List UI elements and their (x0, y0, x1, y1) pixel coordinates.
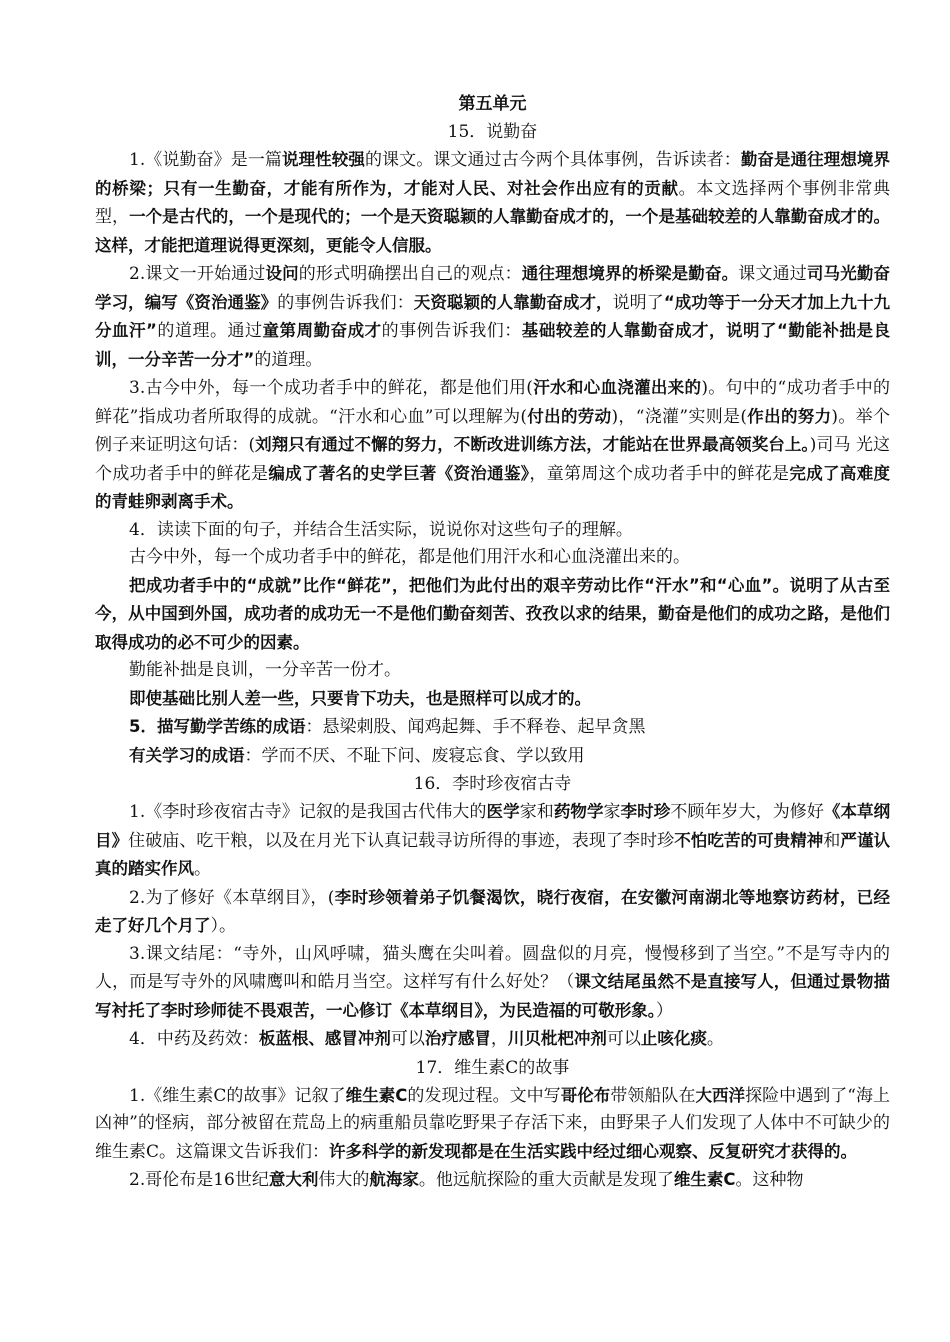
lesson-16-title: 16．李时珍夜宿古寺 (413, 774, 572, 794)
lesson-15-paragraph-2: 2.课文一开始通过设问的形式明确摆出自己的观点：通往理想境界的桥梁是勤奋。课文通过司马光勤奋学习，编写《资治通鉴》的事例告诉我们：天资聪颖的人靠勤奋成才，说明了“成功等于一分天才加上九十九分血汗”的道理。通过童第周勤奋成才的事例告诉我们：基础较差的人靠勤奋成才，说明了“勤能补拙是良训，一分辛苦一分才”的道理。 (95, 264, 891, 370)
lesson-16-paragraph-2: 2.为了修好《本草纲目》，(李时珍领着弟子饥餐渴饮，晓行夜宿，在安徽河南湖北等地察访药材，已经走了好几个月了）。 (95, 887, 890, 936)
lesson-15-answer-1: 把成功者手中的“成就”比作“鲜花”，把他们为此付出的艰辛劳动比作“汗水”和“心血”。说明了从古至今，从中国到外国，成功者的成功无一不是他们勤奋刻苦、孜孜以求的结果，勤奋是他们的成功之路，是他们取得成功的必不可少的因素。 (95, 575, 890, 652)
lesson-15-paragraph-1: 1.《说勤奋》是一篇说理性较强的课文。课文通过古今两个具体事例，告诉读者：勤奋是通往理想境界的桥梁；只有一生勤奋，才能有所作为，才能对人民、对社会作出应有的贡献。本文选择两个事例非常典型，一个是古代的，一个是现代的；一个是天资聪颖的人靠勤奋成才的，一个是基础较差的人靠勤奋成才的。这样，才能把道理说得更深刻，更能令人信服。 (95, 150, 891, 255)
lesson-16-paragraph-3: 3.课文结尾：“寺外，山风呼啸，猫头鹰在尖叫着。圆盘似的月亮，慢慢移到了当空。”不是写寺内的人，而是写寺外的风啸鹰叫和皓月当空。这样写有什么好处？（课文结尾虽然不是直接写人，但通过景物描写衬托了李时珍师徒不畏艰苦，一心修订《本草纲目》，为民造福的可敬形象。） (95, 943, 891, 1021)
unit-title: 第五单元 (458, 94, 527, 114)
lesson-15-paragraph-3: 3.古今中外，每一个成功者手中的鲜花，都是他们用(汗水和心血浇灌出来的)。句中的“成功者手中的鲜花”指成功者所取得的成就。“汗水和心血”可以理解为(付出的劳动)，“浇灌”实则是(作出的努力)。举个例子来证明这句话：(刘翔只有通过不懈的努力，不断改进训练方法，才能站在世界最高领奖台上。)司马 光这个成功者手中的鲜花是编成了著名的史学巨著《资治通鉴》，童第周这个成功者手中的鲜花是完成了高难度的青蛙卵剥离手术。 (95, 378, 891, 511)
lesson-15-quote-1: 古今中外，每一个成功者手中的鲜花，都是他们用汗水和心血浇灌出来的。 (129, 547, 690, 567)
lesson-16-paragraph-1: 1.《李时珍夜宿古寺》记叙的是我国古代伟大的医学家和药物学家李时珍不顾年岁大，为修好《本草纲目》住破庙、吃干粮，以及在月光下认真记载寻访所得的事迹，表现了李时珍不怕吃苦的可贵精神和严谨认真的踏实作风。 (95, 802, 891, 879)
lesson-17-paragraph-2: 2.哥伦布是16世纪意大利伟大的航海家。他远航探险的重大贡献是发现了维生素C。这种物 (129, 1170, 804, 1190)
lesson-15-quote-2: 勤能补拙是良训，一分辛苦一份才。 (129, 660, 401, 680)
lesson-15-answer-2: 即使基础比别人差一些，只要肯下功夫，也是照样可以成才的。 (129, 688, 591, 708)
lesson-15-paragraph-6: 有关学习的成语：学而不厌、不耻下问、废寝忘食、学以致用 (129, 745, 585, 766)
lesson-16-paragraph-4: 4．中药及药效：板蓝根、感冒冲剂可以治疗感冒，川贝枇杷冲剂可以止咳化痰。 (129, 1029, 724, 1049)
document-content (95, 90, 890, 1195)
lesson-15-paragraph-5: 5．描写勤学苦练的成语：悬梁刺股、闻鸡起舞、手不释卷、起早贪黑 (129, 717, 646, 737)
lesson-15-paragraph-4: 4．读读下面的句子，并结合生活实际，说说你对这些句子的理解。 (129, 519, 633, 540)
lesson-17-title: 17．维生素C的故事 (415, 1057, 570, 1078)
lesson-15-title: 15．说勤奋 (447, 122, 538, 142)
lesson-17-paragraph-1: 1.《维生素C的故事》记叙了维生素C的发现过程。文中写哥伦布带领船队在大西洋探险中遇到了“海上凶神”的怪病，部分被留在荒岛上的病重船员靠吃野果子存活下来，由野果子人们发现了人体中不可缺少的维生素C。这篇课文告诉我们：许多科学的新发现都是在生活实践中经过细心观察、反复研究才获得的。 (95, 1085, 891, 1162)
